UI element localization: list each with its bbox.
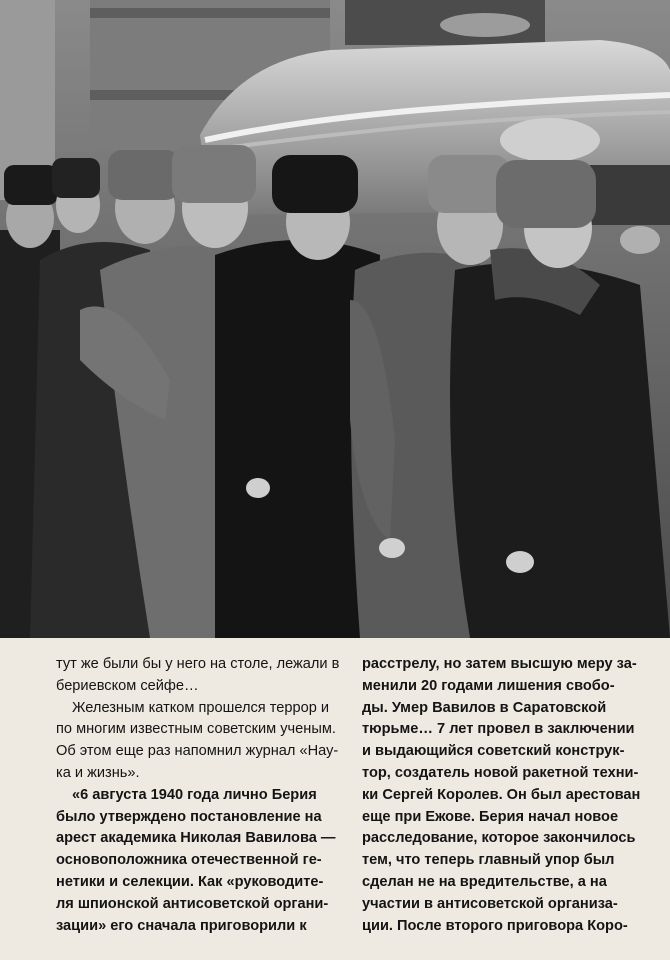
text-line: менили 20 годами лишения свобо- <box>362 677 615 694</box>
text-line: по многим известным советским ученым. <box>56 721 336 738</box>
text-line: тут же были бы у него на столе, лежали в <box>56 656 340 672</box>
text-line: Железным катком прошелся террор и <box>72 699 330 716</box>
text-line: сделан не на вредительстве, а на <box>362 873 607 890</box>
text-line: ды. Умер Вавилов в Саратовской <box>362 699 607 716</box>
text-line: зации» его сначала приговорили к <box>56 917 307 934</box>
text-line: и выдающийся советский конструк- <box>362 743 625 760</box>
left-text-column <box>56 654 340 937</box>
text-line: нетики и селекции. Как «руководите- <box>56 873 324 890</box>
text-line: тюрьме… 7 лет провел в заключении <box>362 721 635 738</box>
text-line: расследование, которое закончилось <box>362 830 636 847</box>
text-line: участии в антисоветской организа- <box>362 895 618 912</box>
text-line: ля шпионской антисоветской органи- <box>56 895 329 912</box>
text-line: «6 августа 1940 года лично Берия <box>72 786 317 803</box>
text-line: ции. После второго приговора Коро- <box>362 917 628 934</box>
right-text-column <box>362 654 646 937</box>
text-line: тем, что теперь главный упор был <box>362 852 615 869</box>
article-text <box>0 638 670 960</box>
text-line: еще при Ежове. Берия начал новое <box>362 808 619 825</box>
text-line: Об этом еще раз напомнил журнал «Нау- <box>56 743 339 760</box>
text-line: расстрелу, но затем высшую меру за- <box>362 656 637 672</box>
text-line: ка и жизнь». <box>56 764 140 781</box>
text-line: бериевском сейфе… <box>56 677 199 694</box>
text-line: основоположника отечественной ге- <box>56 852 322 869</box>
text-line: ки Сергей Королев. Он был арестован <box>362 786 641 803</box>
text-line: арест академика Николая Вавилова — <box>56 830 336 847</box>
text-line: тор, создатель новой ракетной техни- <box>362 764 639 781</box>
text-line: было утверждено постановление на <box>56 808 322 825</box>
